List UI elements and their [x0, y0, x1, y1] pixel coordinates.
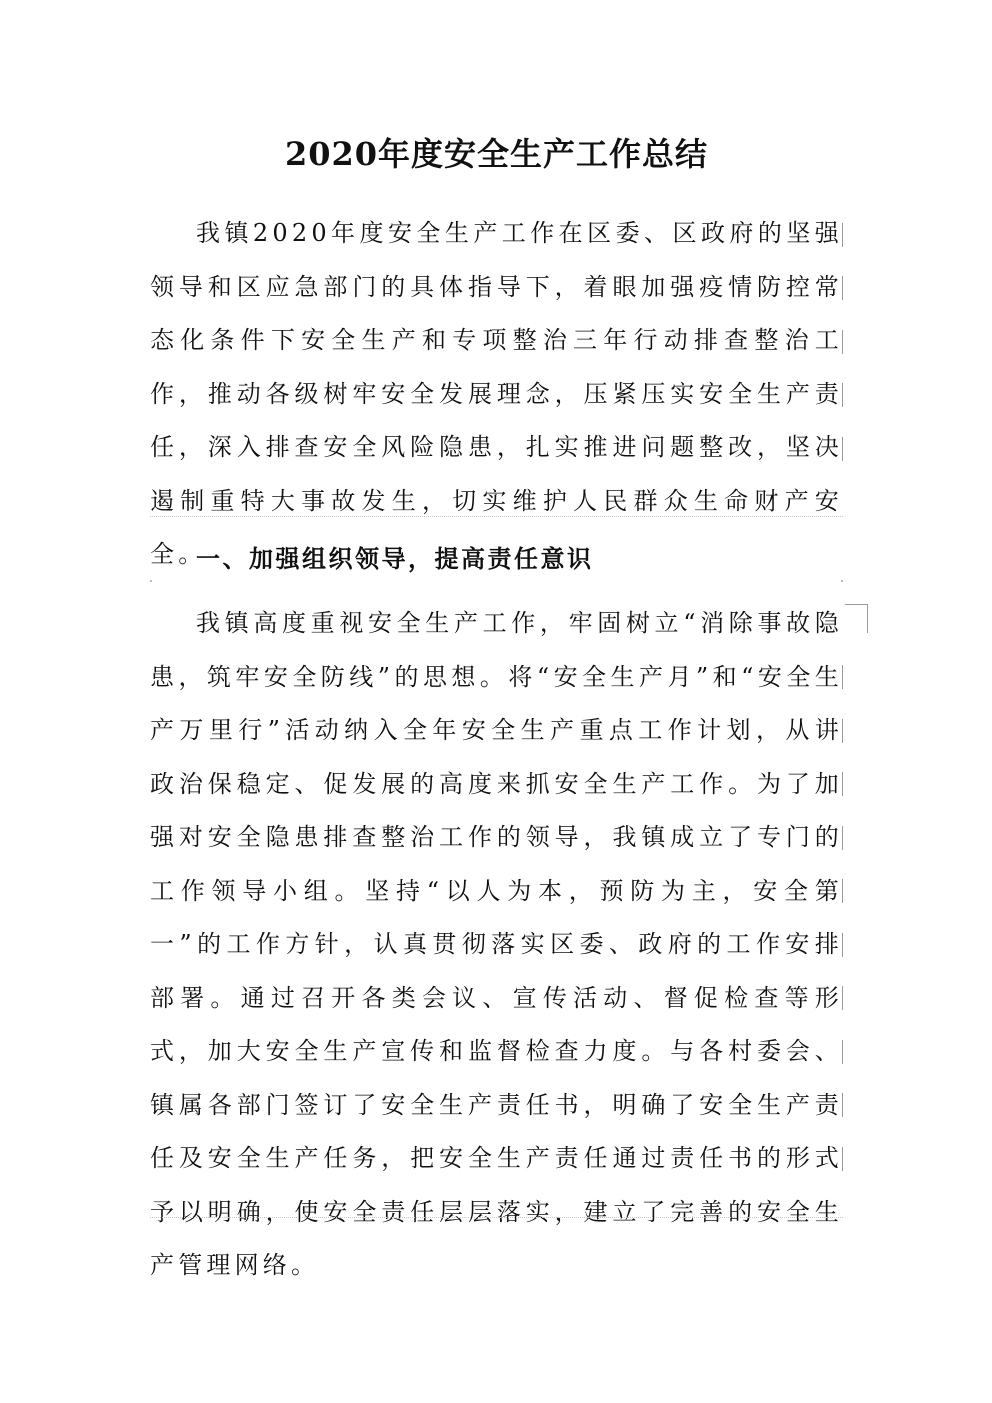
- margin-marker: [842, 826, 843, 850]
- margin-marker: [842, 986, 843, 1010]
- document-title: 2020年度安全生产工作总结: [284, 135, 709, 173]
- section-paragraph: 我镇高度重视安全生产工作，牢固树立“消除事故隐患，筑牢安全防线”的思想。将“安全生产月”和“安全生产万里行”活动纳入全年安全生产重点工作计划，从讲政治保稳定、促发展的高度来抓安全生产工作。为了加强对安全隐患排查整治工作的领导，我镇成立了专门的工作领导小组。坚持“以人为本，预防为主，安全第一”的工作方针，认真贯彻落实区委、政府的工作安排部署。通过召开各类会议、宣传活动、督促检查等形式，加大安全生产宣传和监督检查力度。与各村委会、镇属各部门签订了安全生产责任书，明确了安全生产责任及安全生产任务，把安全生产责任通过责任书的形式予以明确，使安全责任层层落实，建立了完善的安全生产管理网络。: [150, 609, 843, 1279]
- layout-marker: [150, 580, 152, 582]
- margin-marker: [842, 665, 843, 689]
- margin-marker: [842, 437, 843, 461]
- section-heading: 一、加强组织领导，提高责任意识: [196, 545, 594, 573]
- margin-marker: [842, 719, 843, 743]
- margin-marker: [842, 383, 843, 407]
- margin-marker: [842, 1040, 843, 1064]
- margin-marker: [842, 772, 843, 796]
- paragraph-separator: [150, 1217, 843, 1218]
- margin-marker: [845, 604, 868, 633]
- intro-paragraph: 我镇2020年度安全生产工作在区委、区政府的坚强领导和区应急部门的具体指导下，着眼加强疫情防控常态化条件下安全生产和专项整治三年行动排查整治工作，推动各级树牢安全发展理念，压紧压实安全生产责任，深入排查安全风险隐患，扎实推进问题整改，坚决遏制重特大事故发生，切实维护人民群众生命财产安全。: [150, 219, 843, 568]
- margin-marker: [842, 276, 843, 300]
- margin-marker: [842, 1147, 843, 1171]
- margin-marker: [842, 330, 843, 354]
- margin-marker: [842, 1093, 843, 1117]
- margin-marker: [842, 933, 843, 957]
- margin-marker: [842, 223, 843, 247]
- margin-marker: [842, 879, 843, 903]
- layout-marker: [841, 580, 843, 582]
- paragraph-separator: [150, 516, 843, 517]
